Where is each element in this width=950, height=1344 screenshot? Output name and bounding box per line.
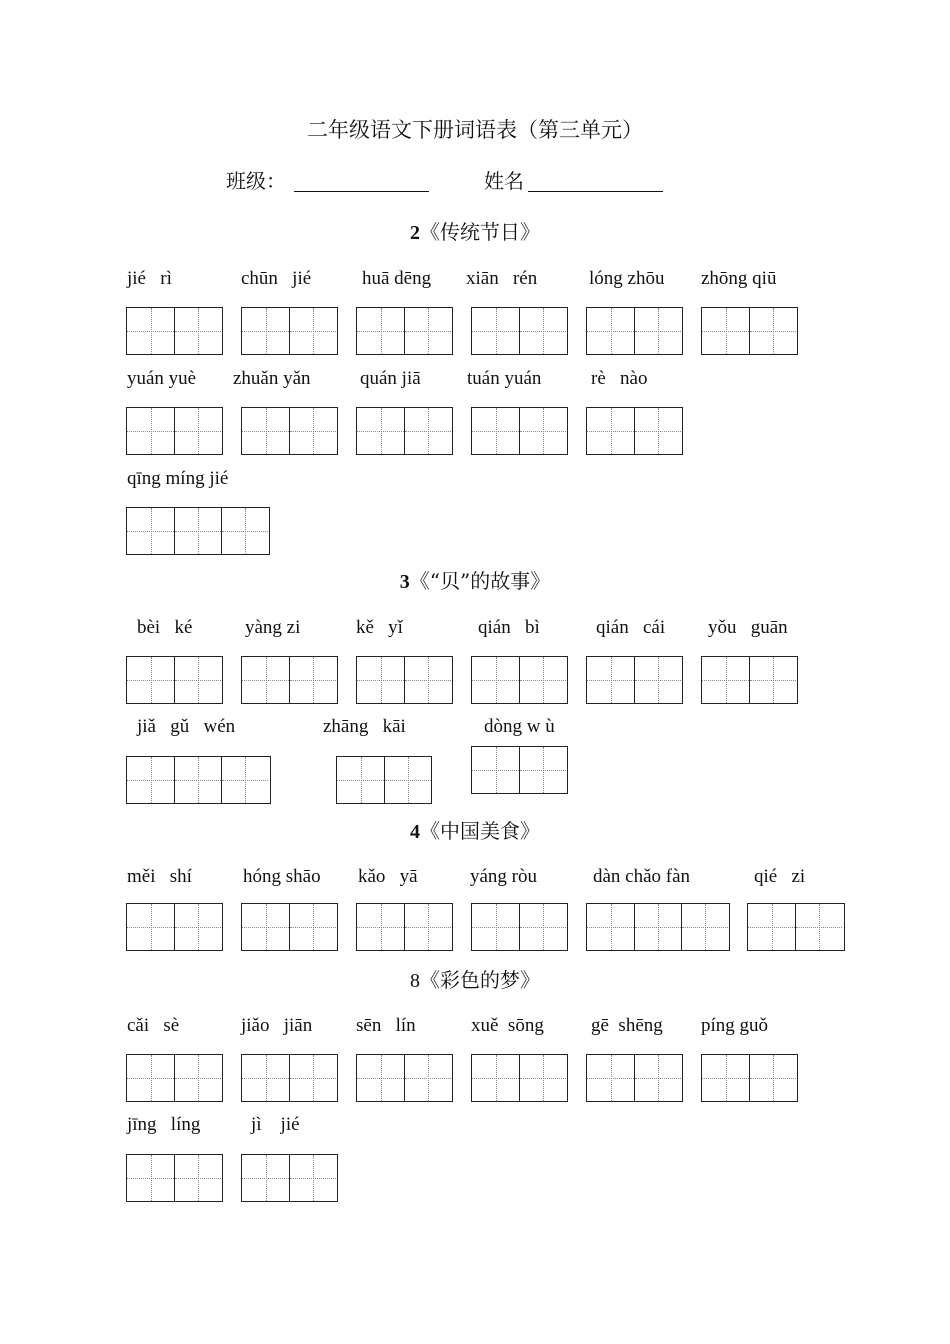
- writing-grid[interactable]: [701, 656, 798, 704]
- pinyin-label: qián bì: [478, 617, 540, 638]
- writing-grid[interactable]: [126, 756, 271, 804]
- pinyin-label: bèi ké: [137, 617, 193, 638]
- pinyin-label: yáng ròu: [470, 866, 538, 887]
- writing-grid[interactable]: [471, 656, 568, 704]
- pinyin-label: qié zi: [754, 866, 806, 887]
- writing-grid[interactable]: [241, 903, 338, 951]
- pinyin-label: dòng w ù: [484, 716, 555, 737]
- section-number: 3: [399, 571, 410, 593]
- pinyin-label: kě yǐ: [356, 617, 403, 638]
- name-label: 姓名: [484, 169, 524, 193]
- writing-grid[interactable]: [356, 407, 453, 455]
- pinyin-label: chūn jié: [241, 268, 312, 289]
- pinyin-label: jiǎo jiān: [241, 1015, 313, 1036]
- writing-grid[interactable]: [586, 1054, 683, 1102]
- writing-grid[interactable]: [356, 903, 453, 951]
- name-blank[interactable]: [528, 191, 663, 192]
- section-name: 《“贝”的故事》: [409, 569, 551, 593]
- pinyin-label: hóng shāo: [243, 866, 321, 887]
- writing-grid[interactable]: [241, 1054, 338, 1102]
- pinyin-label: yàng zi: [245, 617, 301, 638]
- writing-grid[interactable]: [586, 903, 730, 951]
- pinyin-label: tuán yuán: [467, 368, 542, 389]
- pinyin-label: yǒu guān: [708, 617, 788, 638]
- writing-grid[interactable]: [701, 307, 798, 355]
- pinyin-label: qīng míng jié: [127, 468, 229, 489]
- pinyin-label: yuán yuè: [127, 368, 197, 389]
- pinyin-label: dàn chǎo fàn: [593, 866, 691, 887]
- writing-grid[interactable]: [356, 656, 453, 704]
- writing-grid[interactable]: [126, 656, 223, 704]
- pinyin-label: zhuǎn yǎn: [233, 368, 311, 389]
- pinyin-label: měi shí: [127, 866, 192, 887]
- writing-grid[interactable]: [356, 307, 453, 355]
- pinyin-label: xiān rén: [466, 268, 538, 289]
- writing-grid[interactable]: [471, 407, 568, 455]
- pinyin-label: zhōng qiū: [701, 268, 777, 289]
- writing-grid[interactable]: [126, 407, 223, 455]
- writing-grid[interactable]: [126, 1154, 223, 1202]
- page-title: 二年级语文下册词语表（第三单元）: [307, 118, 643, 142]
- section-title: [0, 565, 950, 594]
- writing-grid[interactable]: [241, 1154, 338, 1202]
- section-title: [0, 815, 950, 844]
- writing-grid[interactable]: [586, 656, 683, 704]
- writing-grid[interactable]: [471, 903, 568, 951]
- pinyin-label: lóng zhōu: [589, 268, 665, 289]
- section-title: [0, 216, 950, 245]
- section-number: 8: [410, 970, 420, 992]
- writing-grid[interactable]: [126, 307, 223, 355]
- writing-grid[interactable]: [471, 1054, 568, 1102]
- pinyin-label: qián cái: [596, 617, 666, 638]
- pinyin-label: gē shēng: [591, 1015, 663, 1036]
- pinyin-label: jié rì: [127, 268, 172, 289]
- class-label: 班级：: [226, 169, 286, 193]
- pinyin-label: jì jié: [251, 1114, 300, 1135]
- pinyin-label: kǎo yā: [358, 866, 418, 887]
- writing-grid[interactable]: [471, 746, 568, 794]
- pinyin-label: sēn lín: [356, 1015, 416, 1036]
- writing-grid[interactable]: [241, 656, 338, 704]
- pinyin-label: quán jiā: [360, 368, 421, 389]
- writing-grid[interactable]: [126, 903, 223, 951]
- pinyin-label: jiǎ gǔ wén: [137, 716, 236, 737]
- section-number: 4: [410, 821, 420, 843]
- writing-grid[interactable]: [356, 1054, 453, 1102]
- writing-grid[interactable]: [586, 307, 683, 355]
- writing-grid[interactable]: [747, 903, 845, 951]
- writing-grid[interactable]: [336, 756, 432, 804]
- section-name: 《中国美食》: [420, 819, 540, 843]
- section-title: [0, 964, 950, 993]
- section-name: 《彩色的梦》: [420, 968, 540, 992]
- class-blank[interactable]: [294, 191, 429, 192]
- writing-grid[interactable]: [241, 407, 338, 455]
- pinyin-label: xuě sōng: [471, 1015, 544, 1036]
- section-number: 2: [410, 222, 420, 244]
- writing-grid[interactable]: [471, 307, 568, 355]
- writing-grid[interactable]: [241, 307, 338, 355]
- pinyin-label: zhāng kāi: [323, 716, 406, 737]
- pinyin-label: huā dēng: [362, 268, 432, 289]
- section-name: 《传统节日》: [420, 220, 540, 244]
- pinyin-label: jīng líng: [127, 1114, 201, 1135]
- writing-grid[interactable]: [126, 507, 270, 555]
- writing-grid[interactable]: [701, 1054, 798, 1102]
- pinyin-label: píng guǒ: [701, 1015, 769, 1036]
- pinyin-label: rè nào: [591, 368, 648, 389]
- writing-grid[interactable]: [586, 407, 683, 455]
- pinyin-label: cǎi sè: [127, 1015, 180, 1036]
- writing-grid[interactable]: [126, 1054, 223, 1102]
